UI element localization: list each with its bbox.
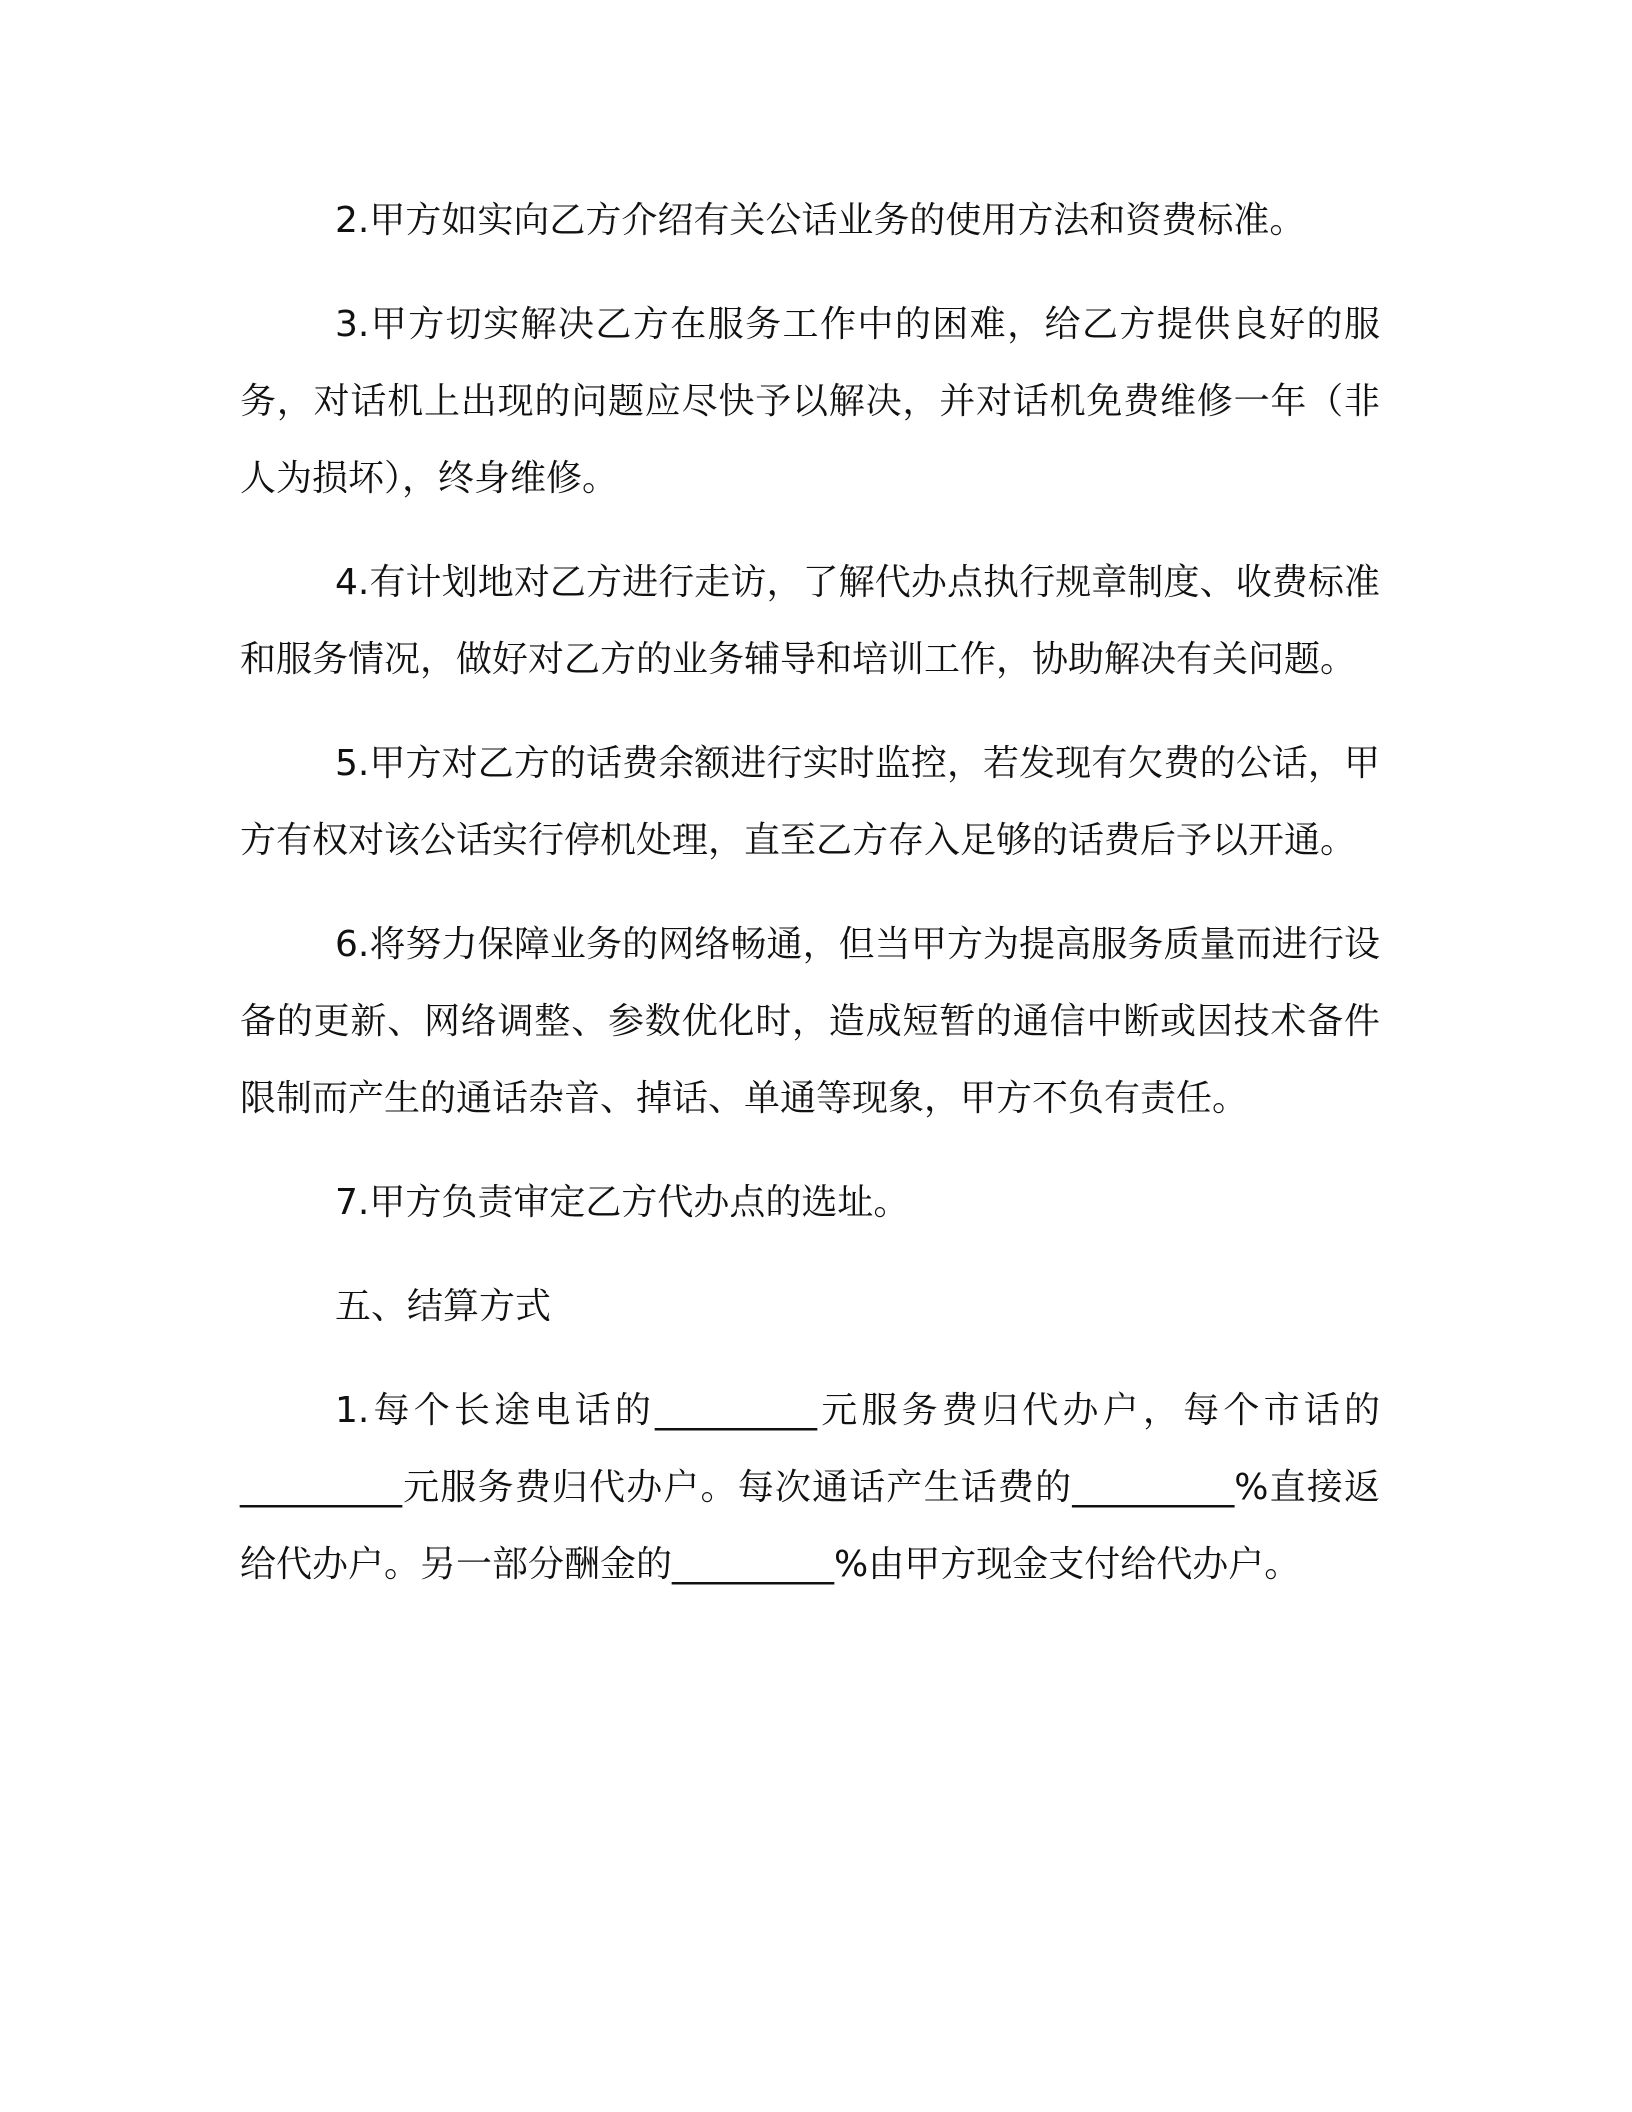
section-heading: 五、结算方式 [335, 1286, 552, 1327]
clause-6-paragraph: 6.将努力保障业务的网络畅通，但当甲方为提高服务质量而进行设备的更新、网络调整、参数优化时，造成短暂的通信中断或因技术备件限制而产生的通话杂音、掉话、单通等现象，甲方不负有责任。 [240, 924, 1380, 1119]
document-body [240, 182, 1380, 1630]
clause-5-paragraph: 5.甲方对乙方的话费余额进行实时监控，若发现有欠费的公话，甲方有权对该公话实行停机处理，直至乙方存入足够的话费后予以开通。 [240, 743, 1380, 861]
settlement-clause-1-paragraph: 1.每个长途电话的_________元服务费归代办户，每个市话的_________元服务费归代办户。每次通话产生话费的_________%直接返给代办户。另一部分酬金的_________%由甲方现金支付给代办户。 [240, 1390, 1380, 1585]
clause-2-paragraph: 2.甲方如实向乙方介绍有关公话业务的使用方法和资费标准。 [335, 200, 1306, 241]
clause-3-paragraph: 3.甲方切实解决乙方在服务工作中的困难，给乙方提供良好的服务，对话机上出现的问题应尽快予以解决，并对话机免费维修一年（非人为损坏），终身维修。 [240, 304, 1380, 499]
clause-4-paragraph: 4.有计划地对乙方进行走访，了解代办点执行规章制度、收费标准和服务情况，做好对乙方的业务辅导和培训工作，协助解决有关问题。 [240, 562, 1380, 680]
clause-7-paragraph: 7.甲方负责审定乙方代办点的选址。 [335, 1182, 910, 1223]
